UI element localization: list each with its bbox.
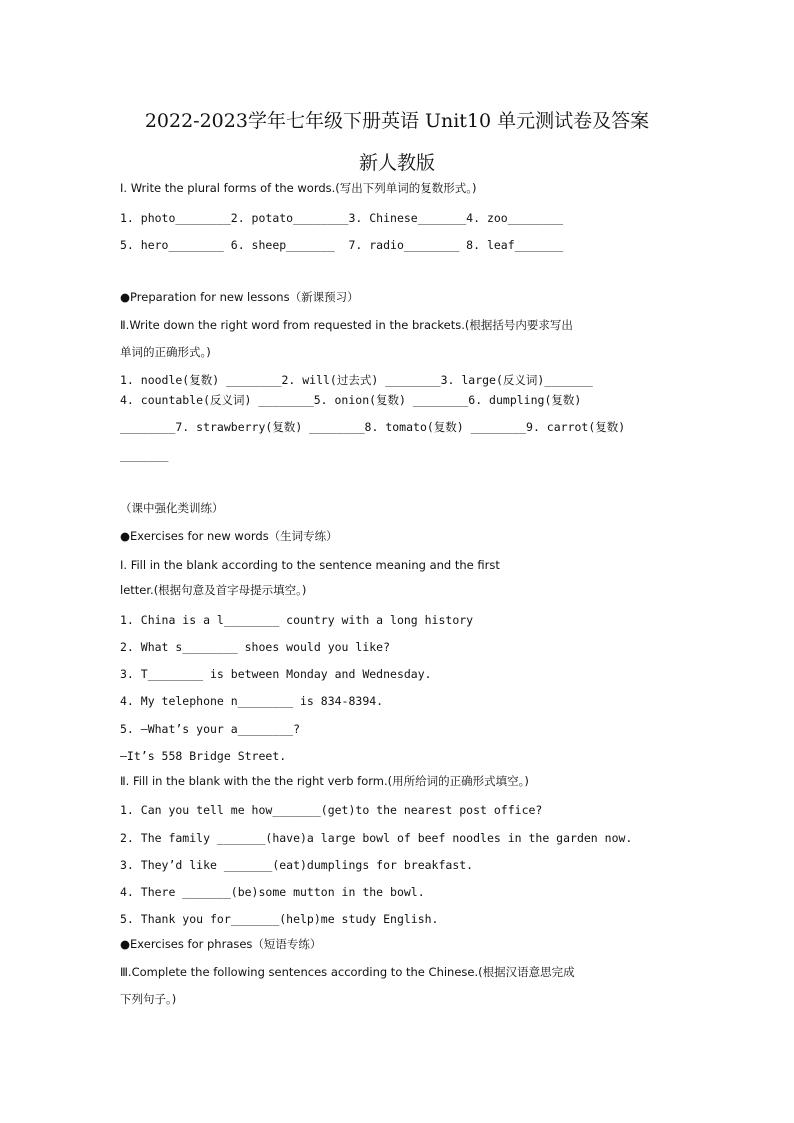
exercise-line: 4. My telephone n________ is 834-8394. [120, 694, 384, 708]
verb-form-heading: Ⅱ. Fill in the blank with the the right verb form.(用所给词的正确形式填空。) [120, 774, 529, 788]
in-class-training-heading: （课中强化类训练） [120, 501, 224, 515]
exercise-line: 2. The family _______(have)a large bowl of beef noodles in the garden now. [120, 831, 633, 845]
exercise-line: 3. T________ is between Monday and Wednesday. [120, 667, 432, 681]
exercise-line: 5. hero________ 6. sheep_______ 7. radio________ 8. leaf_______ [120, 238, 564, 252]
section-1-heading: Ⅰ. Write the plural forms of the words.(写出下列单词的复数形式。) [120, 181, 477, 195]
document-title-line-2: 新人教版 [358, 152, 435, 174]
exercise-line: ________7. strawberry(复数) ________8. tomato(复数) ________9. carrot(复数) [120, 420, 626, 434]
complete-sentences-heading: Ⅲ.Complete the following sentences according to the Chinese.(根据汉语意思完成 [120, 965, 575, 979]
exercise-line: 4. countable(反义词) ________5. onion(复数) ________6. dumpling(复数) [120, 393, 582, 407]
fill-blank-heading-cont: letter.(根据句意及首字母提示填空。) [120, 583, 307, 597]
exercise-line: 4. There _______(be)some mutton in the bowl. [120, 885, 425, 899]
complete-sentences-heading-cont: 下列句子。) [120, 992, 177, 1006]
exercise-line: 1. China is a l________ country with a long history [120, 613, 474, 627]
exercise-line: 3. They’d like _______(eat)dumplings for breakfast. [120, 858, 474, 872]
exercise-line: —It’s 558 Bridge Street. [120, 749, 287, 763]
exercise-line: 5. Thank you for_______(help)me study English. [120, 912, 439, 926]
preparation-heading: ●Preparation for new lessons（新课预习） [120, 290, 359, 304]
exercise-line: 5. —What’s your a________? [120, 722, 301, 736]
fill-blank-heading: Ⅰ. Fill in the blank according to the sentence meaning and the first [120, 558, 500, 572]
exercise-line: 2. What s________ shoes would you like? [120, 640, 391, 654]
section-2-heading-cont: 单词的正确形式。) [120, 345, 211, 359]
phrases-heading: ●Exercises for phrases（短语专练） [120, 937, 322, 951]
exercise-line: 1. noodle(复数) ________2. will(过去式) ________3. large(反义词)_______ [120, 373, 593, 387]
new-words-heading: ●Exercises for new words（生词专练） [120, 529, 338, 543]
section-2-heading: Ⅱ.Write down the right word from requested in the brackets.(根据括号内要求写出 [120, 318, 573, 332]
exercise-line: 1. photo________2. potato________3. Chinese_______4. zoo________ [120, 211, 564, 225]
document-title-line-1: 2022-2023学年七年级下册英语 Unit10 单元测试卷及答案 [144, 110, 650, 132]
exercise-line: 1. Can you tell me how_______(get)to the nearest post office? [120, 803, 543, 817]
exercise-line: _______ [120, 448, 169, 462]
